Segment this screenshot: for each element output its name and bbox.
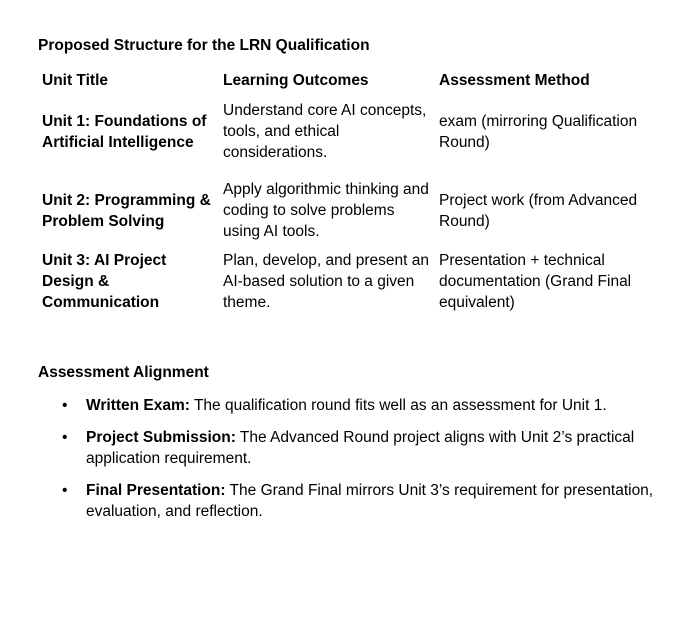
list-item-term: Project Submission: — [86, 429, 236, 446]
unit-title-line: Communication — [42, 294, 160, 311]
bullet-icon: • — [62, 429, 68, 446]
assessment-alignment-section — [38, 363, 658, 522]
unit-title-line: Artificial Intelligence — [42, 133, 194, 151]
bullet-icon: • — [62, 397, 68, 414]
unit-title-cell — [38, 250, 219, 320]
document — [38, 36, 658, 533]
learning-outcome-cell: Apply algorithmic thinking and coding to solve problems using AI tools. — [223, 181, 429, 240]
assessment-method-cell: Project work (from Advanced Round) — [439, 191, 638, 230]
column-header-assessment-method: Assessment Method — [439, 72, 590, 89]
units-table — [38, 70, 648, 320]
table-row — [38, 171, 648, 250]
unit-title-line: Problem Solving — [42, 212, 165, 230]
table-row — [38, 250, 648, 320]
unit-title-line: Unit 3: AI Project — [42, 252, 167, 269]
unit-title-cell — [38, 171, 219, 250]
list-item-term: Final Presentation: — [86, 482, 226, 499]
bullet-icon: • — [62, 482, 68, 499]
list-item-text: The qualification round fits well as an assessment for Unit 1. — [189, 397, 607, 414]
list-item-text: The Grand Final mirrors Unit 3’s requirement for presentation, evaluation, and reflection. — [86, 482, 654, 520]
unit-title-line: Unit 1: Foundations of — [42, 112, 207, 130]
unit-title-line: Design & — [42, 273, 110, 290]
structure-heading: Proposed Structure for the LRN Qualification — [38, 37, 370, 54]
alignment-heading: Assessment Alignment — [38, 364, 209, 381]
assessment-method-cell: exam (mirroring Qualification Round) — [439, 112, 638, 151]
assessment-method-cell: Presentation + technical documentation (Grand Final equivalent) — [439, 252, 632, 311]
column-header-unit-title: Unit Title — [42, 72, 109, 89]
list-item — [38, 395, 658, 416]
learning-outcome-cell: Understand core AI concepts, tools, and ethical considerations. — [223, 102, 427, 161]
column-header-learning-outcomes: Learning Outcomes — [223, 72, 369, 89]
learning-outcome-cell: Plan, develop, and present an AI-based solution to a given theme. — [223, 252, 429, 311]
table-header-row — [38, 70, 648, 92]
unit-title-line: Unit 2: Programming & — [42, 191, 211, 209]
list-item-term: Written Exam: — [86, 397, 190, 414]
table-row — [38, 92, 648, 171]
list-item — [38, 480, 658, 522]
list-item-text: The Advanced Round project aligns with Unit 2’s practical application requirement. — [86, 429, 635, 467]
unit-title-cell — [38, 92, 219, 171]
list-item — [38, 427, 658, 469]
alignment-list — [38, 395, 658, 522]
